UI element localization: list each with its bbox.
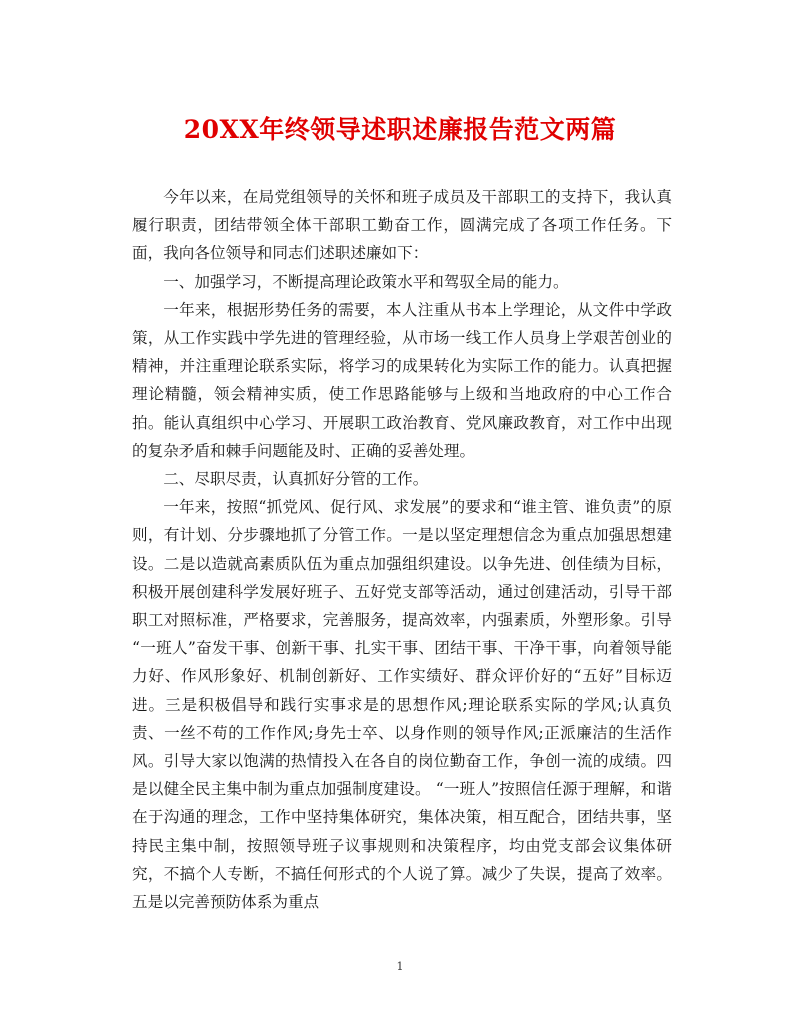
intro-paragraph: 今年以来，在局党组领导的关怀和班子成员及干部职工的支持下，我认真履行职责，团结带领全体干部职工勤奋工作，圆满完成了各项工作任务。下面，我向各位领导和同志们述职述廉如下： [132,188,672,263]
section-body-1: 一年来，根据形势任务的需要，本人注重从书本上学理论，从文件中学政策，从工作实践中学先进的管理经验，从市场一线工作人员身上学艰苦创业的精神，并注重理论联系实际，将学习的成果转化为实际工作的能力。认真把握理论精髓，领会精神实质，使工作思路能够与上级和当地政府的中心工作合拍。能认真组织中心学习、开展职工政治教育、党风廉政教育，对工作中出现的复杂矛盾和棘手问题能及时、正确的妥善处理。 [132,300,672,460]
document-body [132,183,672,916]
document-title: 20XX年终领导述职述廉报告范文两篇 [183,115,617,144]
section-body-2: 一年来，按照“抓党风、促行风、求发展”的要求和“谁主管、谁负责”的原则，有计划、分步骤地抓了分管工作。一是以坚定理想信念为重点加强思想建设。二是以造就高素质队伍为重点加强组织建设。以争先进、创佳绩为目标，积极开展创建科学发展好班子、五好党支部等活动，通过创建活动，引导干部职工对照标准，严格要求，完善服务，提高效率，内强素质，外塑形象。引导 “一班人”奋发干事、创新干事、扎实干事、团结干事、干净干事，向着领导能力好、作风形象好、机制创新好、工作实绩好、群众评价好的“五好”目标迈进。三是积极倡导和践行实事求是的思想作风;理论联系实际的学风;认真负责、一丝不苟的工作作风;身先士卒、以身作则的领导作风;正派廉洁的生活作风。引导大家以饱满的热情投入在各自的岗位勤奋工作，争创一流的成绩。四是以健全民主集中制为重点加强制度建设。 “一班人”按照信任源于理解，和谐在于沟通的理念，工作中坚持集体研究，集体决策，相互配合，团结共事，坚持民主集中制，按照领导班子议事规则和决策程序，均由党支部会议集体研究，不搞个人专断，不搞任何形式的个人说了算。减少了失误，提高了效率。五是以完善预防体系为重点 [132,498,672,912]
section-heading-2: 二、尽职尽责，认真抓好分管的工作。 [163,470,429,489]
page-number: 1 [396,960,404,973]
section-heading-1: 一、加强学习，不断提高理论政策水平和驾驭全局的能力。 [163,272,569,291]
